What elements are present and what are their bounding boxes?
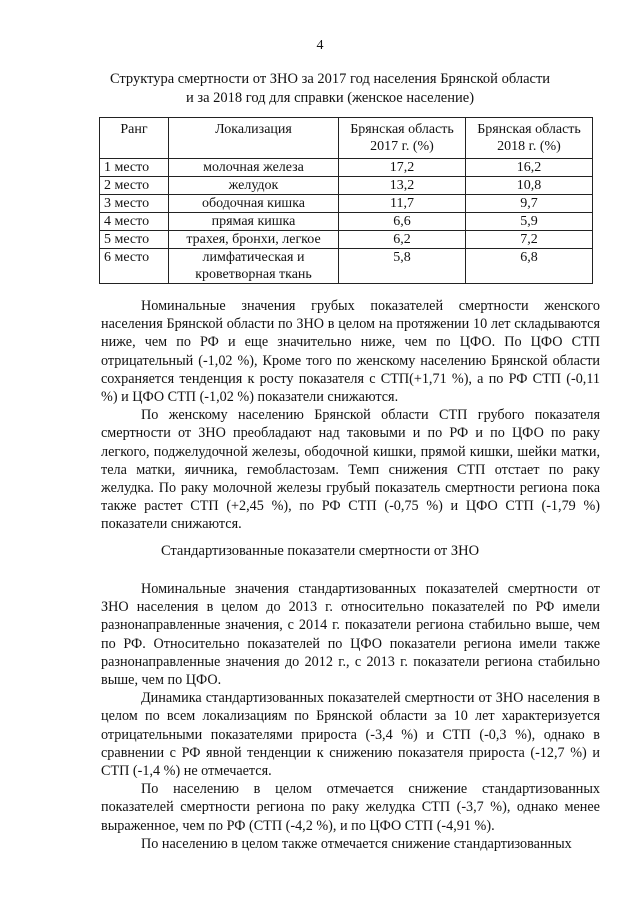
header-2018: Брянская область 2018 г. (%) — [466, 118, 593, 159]
cell-value-2018: 9,7 — [466, 195, 593, 213]
cell-rank: 4 место — [100, 213, 169, 231]
cell-value-2018: 10,8 — [466, 177, 593, 195]
paragraph: Номинальные значения грубых показателей смертности женского населения Брянской области по ЗНО в целом на протяжении 10 лет складываются ниже, чем по РФ и еще значительно ниже, чем по ЦФО. По ЦФО СТП отрицательный (-1,02 %), Кроме того по женскому населению Брянской области сохраняется тенденция к росту показателя с СТП(+1,71 %), а по РФ СТП (-0,11 %) и ЦФО СТП (-1,02 %) показатели снижаются. — [101, 298, 600, 406]
cell-localization: желудок — [169, 177, 339, 195]
cell-localization: прямая кишка — [169, 213, 339, 231]
table-row — [100, 213, 593, 231]
cell-value-2018: 5,9 — [466, 213, 593, 231]
cell-value-2017: 6,2 — [339, 231, 466, 249]
cell-localization: ободочная кишка — [169, 195, 339, 213]
cell-value-2017: 13,2 — [339, 177, 466, 195]
cell-localization: лимфатическая и кроветворная ткань — [169, 249, 339, 284]
paragraph: Динамика стандартизованных показателей смертности от ЗНО населения в целом по всем локализациям по Брянской области за 10 лет характеризуется отрицательными показателями прироста (-3,4 %) и СТП (-0,3 %), однако в сравнении с РФ явной тенденции к снижению показателя прироста (-12,7 %) и СТП (-1,4 %) не отмечается. — [101, 690, 600, 780]
table-title-line-2: и за 2018 год для справки (женское население) — [185, 90, 475, 106]
cell-rank: 3 место — [100, 195, 169, 213]
cell-value-2017: 11,7 — [339, 195, 466, 213]
cell-value-2017: 5,8 — [339, 249, 466, 284]
mortality-structure-table — [99, 117, 593, 284]
cell-localization: молочная железа — [169, 159, 339, 177]
page-number: 4 — [316, 38, 324, 53]
cell-value-2017: 17,2 — [339, 159, 466, 177]
section-heading: Стандартизованные показатели смертности от ЗНО — [160, 543, 480, 559]
paragraph: Номинальные значения стандартизованных показателей смертности от ЗНО населения в целом до 2013 г. относительно показателей по РФ имели разнонаправленные значения, с 2014 г. показатели региона стабильно выше, чем по РФ. Относительно показателей по ЦФО показатели региона имели также разнонаправленные значения до 2012 г., с 2013 г. показатели региона стабильно выше, чем по ЦФО. — [101, 581, 600, 689]
table-row — [100, 195, 593, 213]
table-row — [100, 231, 593, 249]
cell-value-2018: 6,8 — [466, 249, 593, 284]
cell-value-2017: 6,6 — [339, 213, 466, 231]
cell-value-2018: 7,2 — [466, 231, 593, 249]
header-localization: Локализация — [169, 118, 339, 159]
header-rank: Ранг — [100, 118, 169, 159]
header-2017: Брянская область 2017 г. (%) — [339, 118, 466, 159]
cell-rank: 1 место — [100, 159, 169, 177]
table-row — [100, 249, 593, 284]
table-row — [100, 159, 593, 177]
paragraph: По населению в целом также отмечается снижение стандартизованных — [141, 835, 572, 852]
table-row — [100, 177, 593, 195]
cell-rank: 6 место — [100, 249, 169, 284]
cell-rank: 5 место — [100, 231, 169, 249]
cell-rank: 2 место — [100, 177, 169, 195]
paragraph: По женскому населению Брянской области СТП грубого показателя смертности от ЗНО преобладают над таковыми и по РФ и по ЦФО по раку легкого, поджелудочной железы, ободочной кишки, прямой кишки, шейки матки, тела матки, яичника, гемобластозам. Темп снижения СТП отстает по раку желудка. По раку молочной железы грубый показатель смертности региона пока также растет СТП (+2,45 %), по РФ СТП (-0,75 %) и ЦФО СТП (-1,79 %) показатели снижаются. — [101, 407, 600, 533]
cell-value-2018: 16,2 — [466, 159, 593, 177]
body-section-bottom — [101, 580, 600, 853]
table-header-row — [100, 118, 593, 159]
table-title — [60, 70, 600, 108]
table-title-line-1: Структура смертности от ЗНО за 2017 год населения Брянской области — [109, 71, 551, 87]
body-section-top — [101, 297, 600, 534]
cell-localization: трахея, бронхи, легкое — [169, 231, 339, 249]
paragraph: По населению в целом отмечается снижение стандартизованных показателей смертности региона по раку желудка СТП (-3,7 %), однако менее выраженное, чем по РФ (СТП (-4,2 %), и по ЦФО СТП (-4,91 %). — [101, 781, 600, 834]
